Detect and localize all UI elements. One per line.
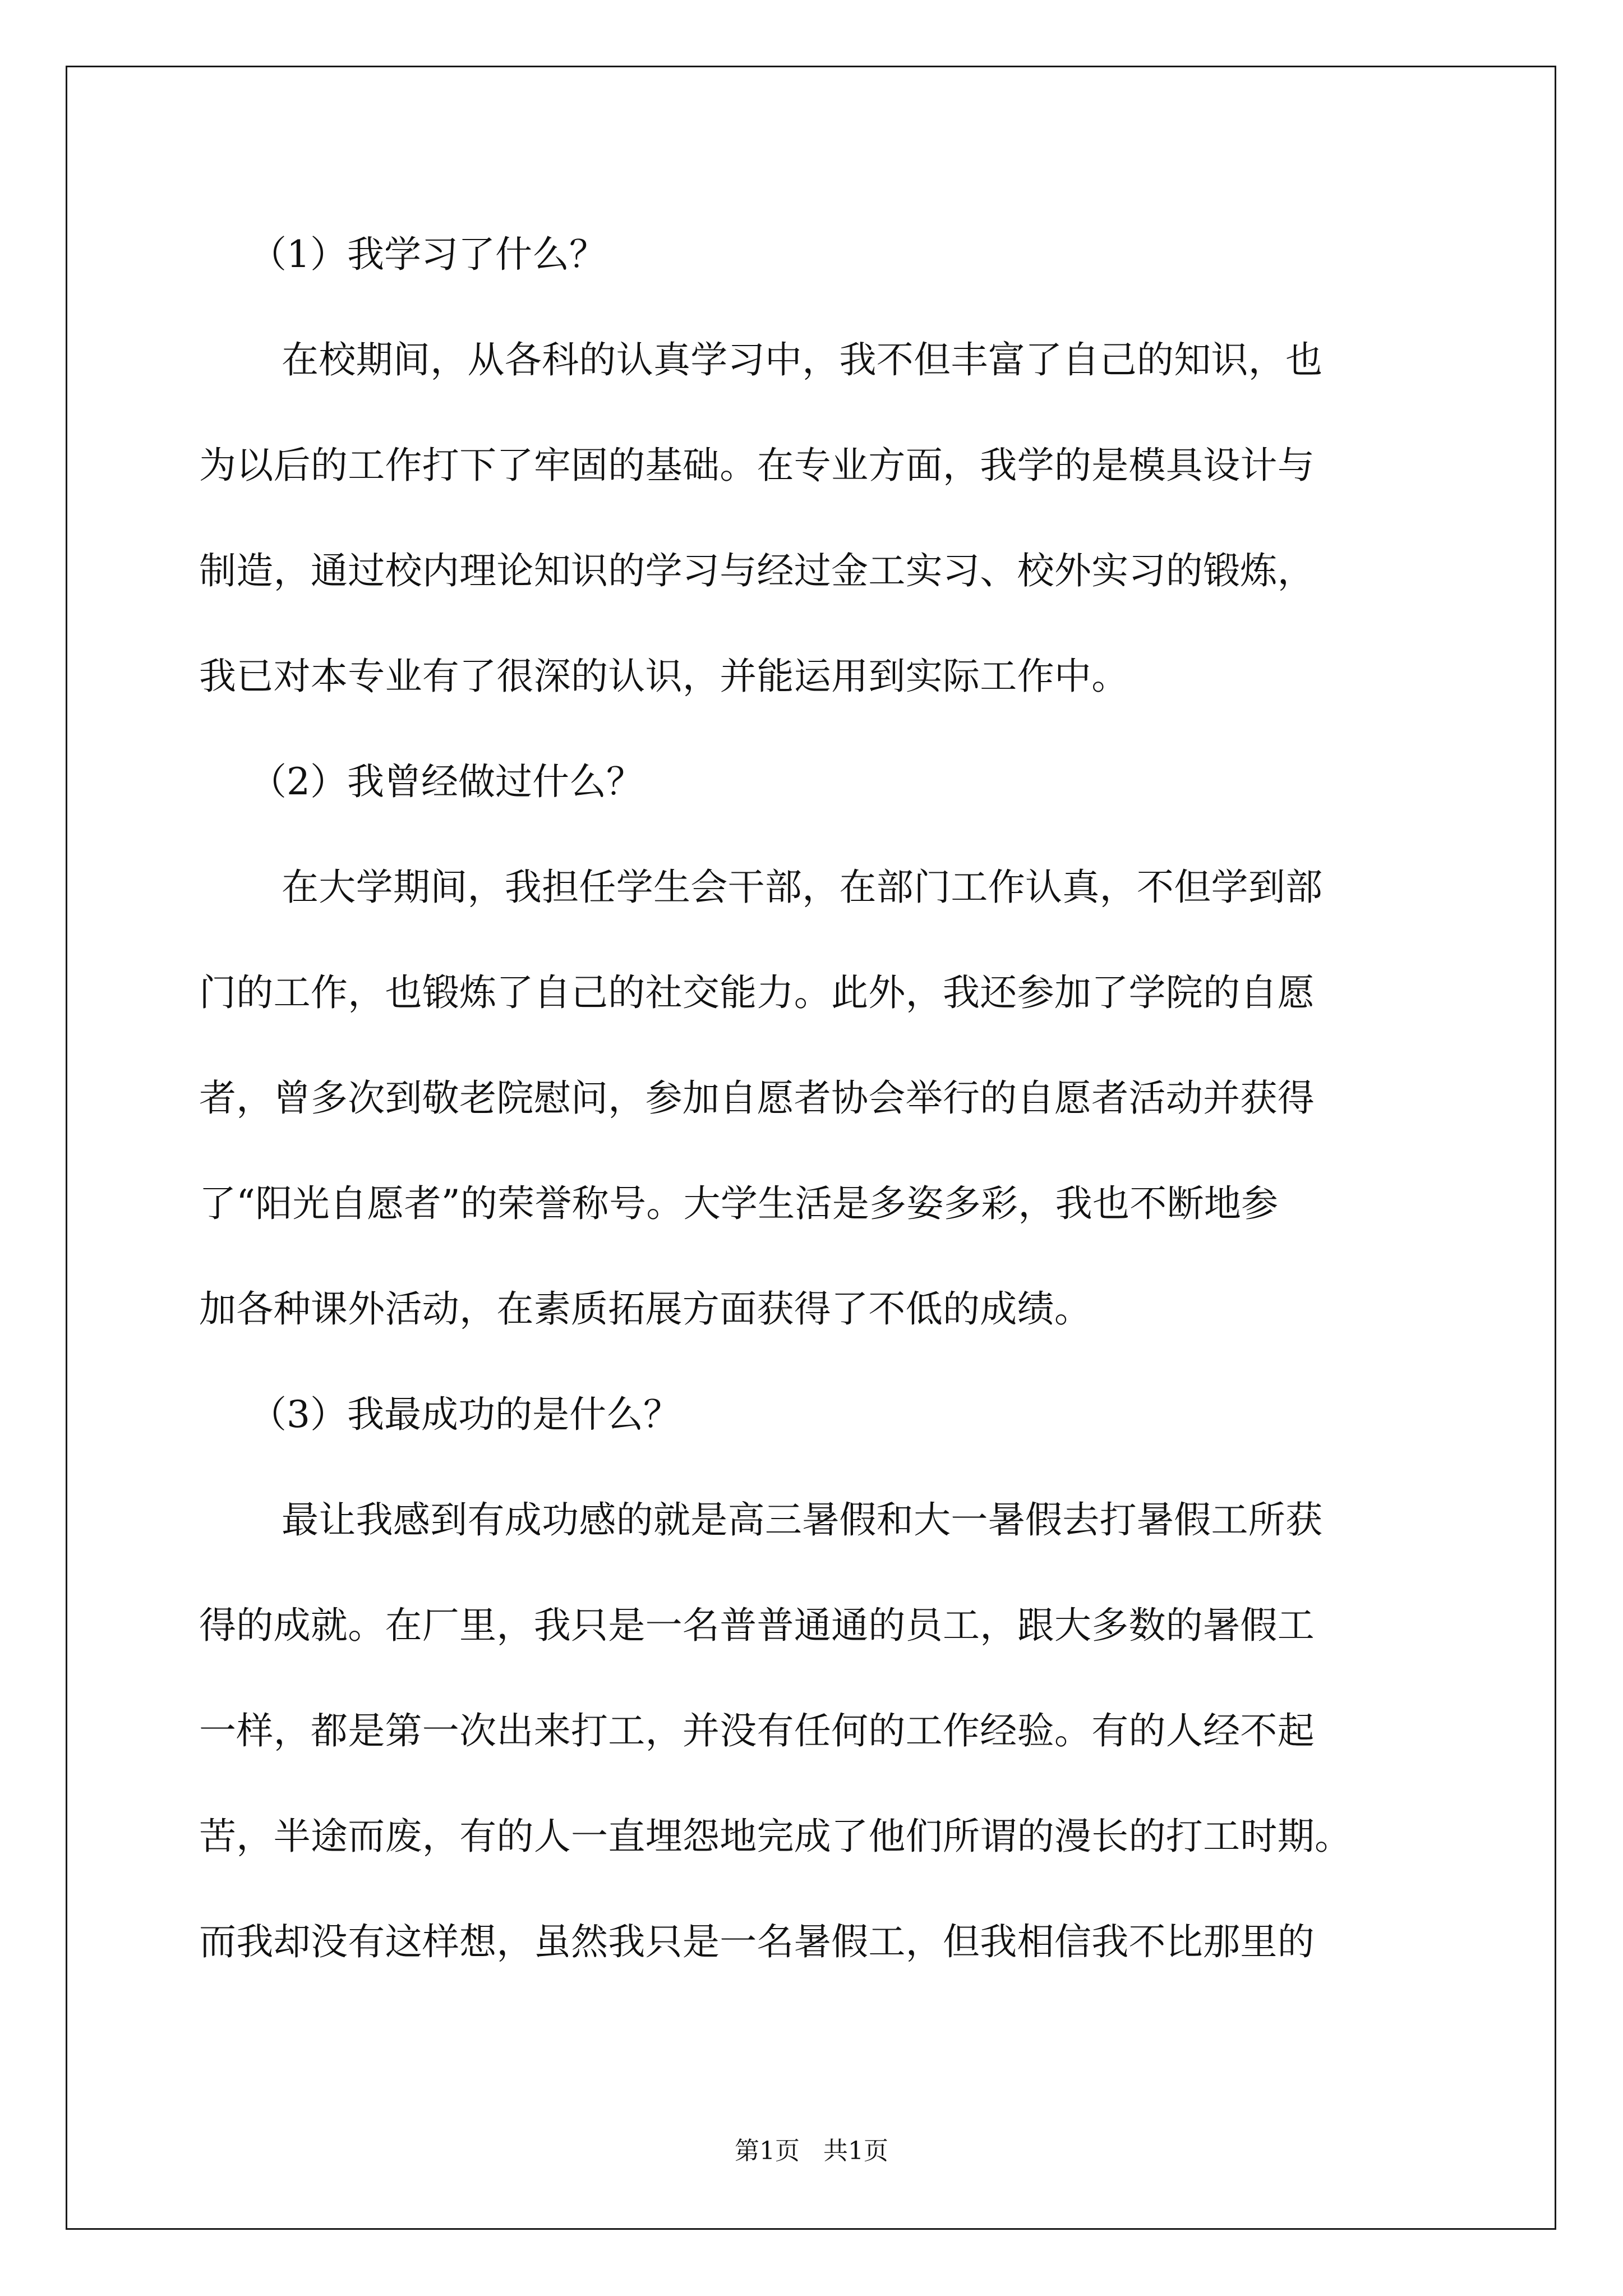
paragraph-line: 苦，半途而废，有的人一直埋怨地完成了他们所谓的漫长的打工时期。 [199,1815,1352,1858]
paragraph-line: 加各种课外活动，在素质拓展方面获得了不低的成绩。 [199,1287,1092,1331]
paragraph-line: 了“阳光自愿者”的荣誉称号。大学生活是多姿多彩，我也不断地参 [199,1182,1279,1225]
paragraph-line: 为以后的工作打下了牢固的基础。在专业方面，我学的是模具设计与 [199,444,1315,487]
page-footer: 第1页 共1页 [735,2137,888,2165]
section-paragraph-2 [199,835,1430,1362]
paragraph-line: 门的工作，也锻炼了自己的社交能力。此外，我还参加了学院的自愿 [199,971,1315,1014]
paragraph-line: 最让我感到有成功感的就是高三暑假和大一暑假去打暑假工所获 [282,1498,1323,1542]
paragraph-line: 制造，通过校内理论知识的学习与经过金工实习、校外实习的锻炼， [199,549,1315,592]
section-heading-3: （3）我最成功的是什么？ [250,1393,680,1436]
paragraph-line: 在校期间，从各科的认真学习中，我不但丰富了自己的知识，也 [282,338,1323,381]
paragraph-line: 得的成就。在厂里，我只是一名普普通通的员工，跟大多数的暑假工 [199,1604,1315,1647]
section-paragraph-1 [199,307,1430,729]
paragraph-line: 我已对本专业有了很深的认识，并能运用到实际工作中。 [199,655,1129,698]
paragraph-line: 在大学期间，我担任学生会干部，在部门工作认真，不但学到部 [282,866,1323,909]
section-heading-1: （1）我学习了什么？ [250,233,606,276]
section-heading-2: （2）我曾经做过什么？ [250,760,643,803]
paragraph-line: 一样，都是第一次出来打工，并没有任何的工作经验。有的人经不起 [199,1709,1315,1752]
section-paragraph-3 [199,1467,1430,1995]
paragraph-line: 者，曾多次到敬老院慰问，参加自愿者协会举行的自愿者活动并获得 [199,1076,1315,1120]
paragraph-line: 而我却没有这样想，虽然我只是一名暑假工，但我相信我不比那里的 [199,1920,1315,1963]
document-body [199,202,1430,1995]
